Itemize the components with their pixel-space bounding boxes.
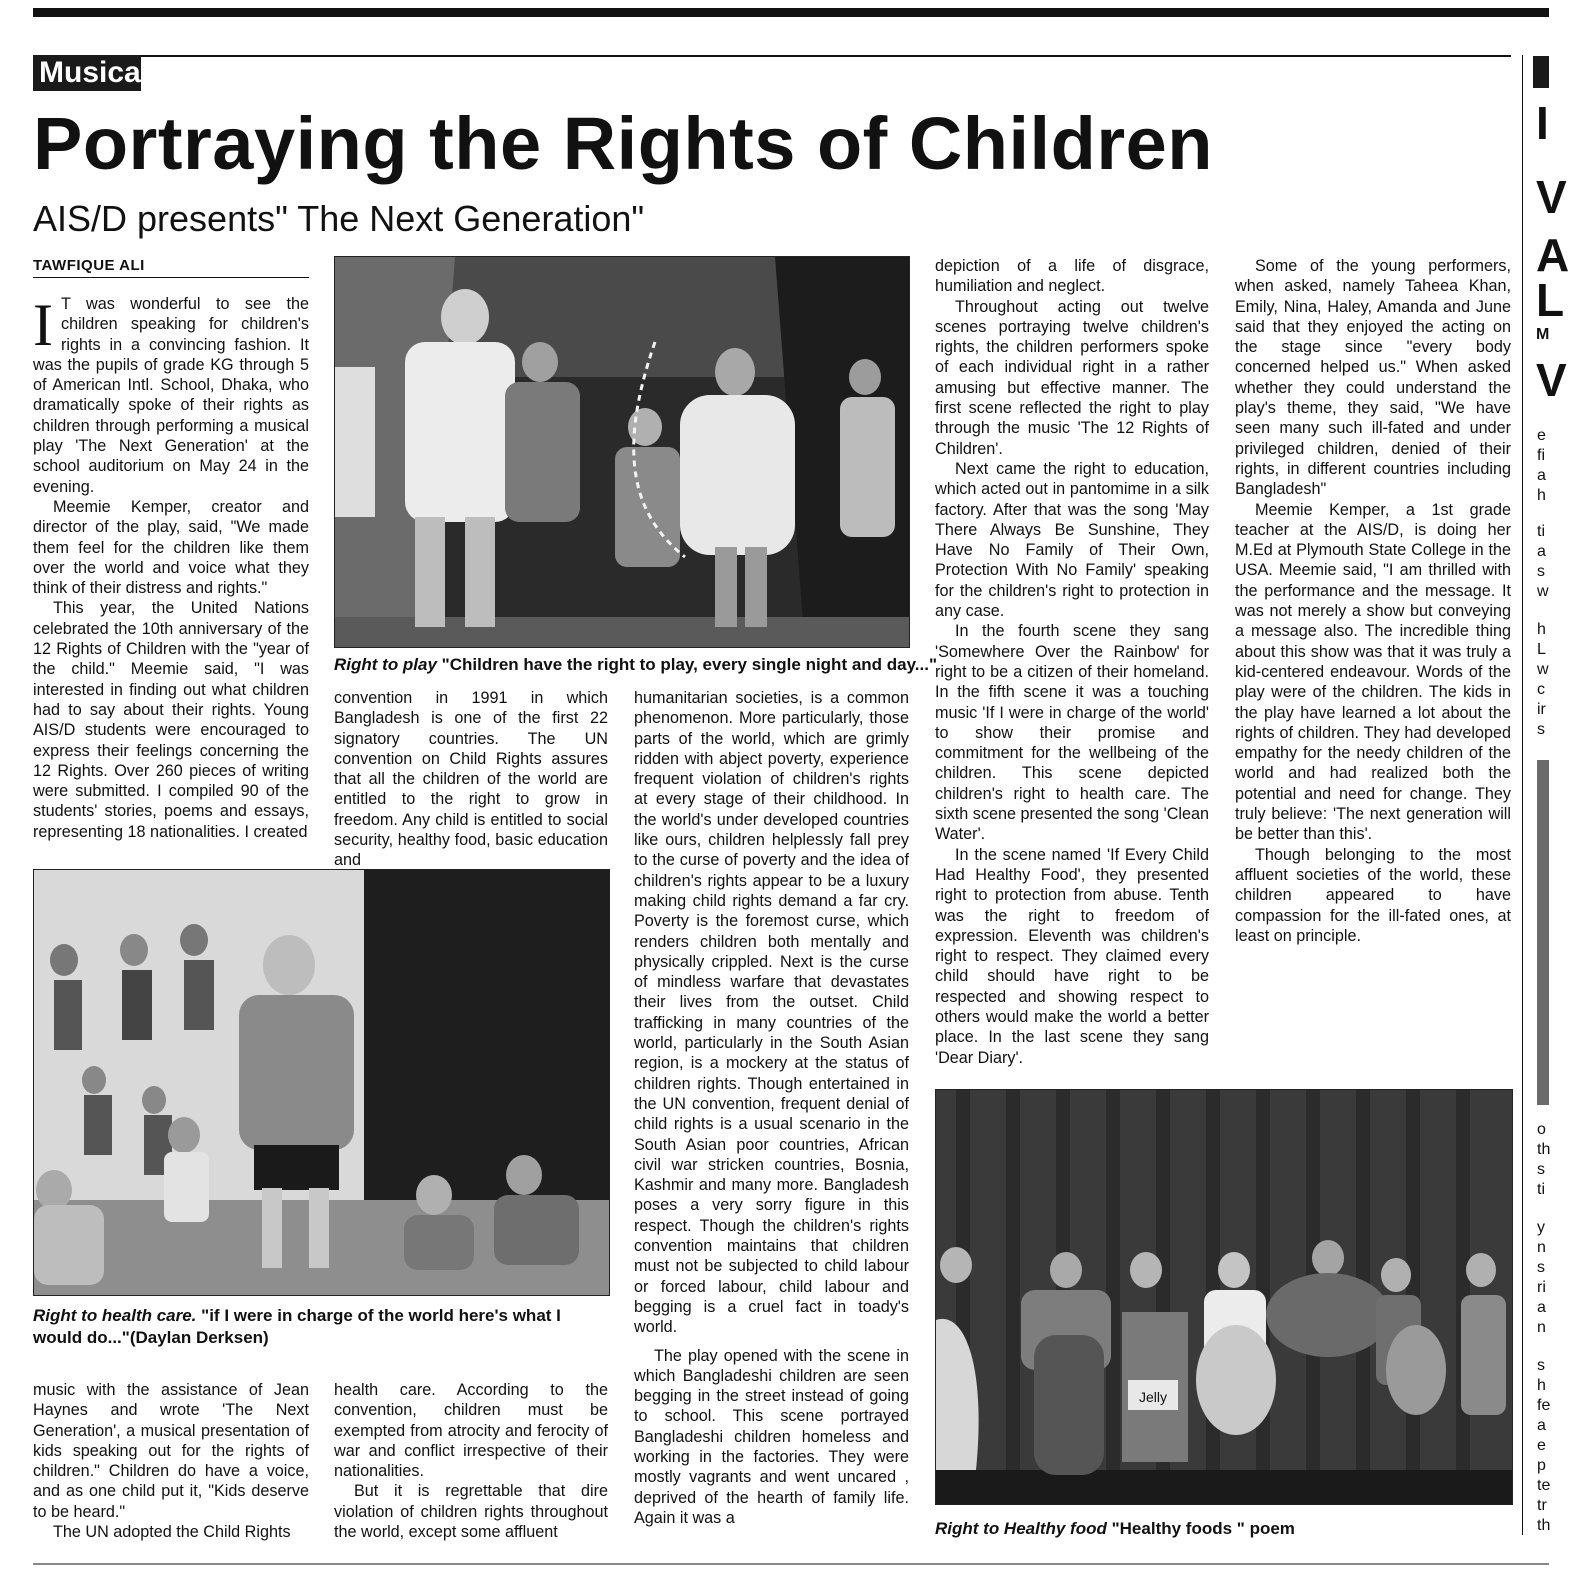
- paragraph: convention in 1991 in which Bangladesh is one of the first 22 signatory countries. The UN convention on Child Rights assures that all the children of the world are entitled to the right to grow in freedom. Any child is entitled to social security, healthy food, basic education and: [334, 689, 608, 870]
- adjacent-photo: [1537, 760, 1549, 1105]
- adjacent-text-fragment: th: [1537, 1517, 1551, 1534]
- adjacent-text-fragment: w: [1537, 661, 1549, 678]
- caption-italic: Right to play: [334, 655, 437, 674]
- paragraph: health care. According to the convention, children must be exempted from atrocity and ferocity of war and conflict irrespective of their nationalities.: [334, 1381, 608, 1481]
- bottom-rule: [33, 1563, 1549, 1565]
- drop-cap: I: [33, 292, 53, 358]
- adjacent-text-fragment: fe: [1537, 1397, 1551, 1414]
- adjacent-text-fragment: L: [1537, 641, 1546, 658]
- adjacent-byline-letter: M: [1536, 326, 1550, 343]
- byline: TAWFIQUE ALI: [33, 257, 309, 278]
- paragraph: T was wonderful to see the children speaking for children's rights in a convincing fashion. It was the pupils of grade KG through 5 of American Intl. School, Dhaka, who dramatically spoke of their rights as children through performing a musical play 'The Next Generation' at the school auditorium on May 24 in the evening.: [33, 295, 309, 496]
- paragraph: depiction of a life of disgrace, humiliation and neglect.: [935, 257, 1209, 296]
- caption-italic: Right to health care.: [33, 1306, 197, 1325]
- adjacent-text-fragment: fi: [1537, 447, 1545, 464]
- adjacent-text-fragment: te: [1537, 1477, 1551, 1494]
- adjacent-text-fragment: s: [1537, 1161, 1545, 1178]
- page-title: Portraying the Rights of Children: [33, 102, 1213, 185]
- article-column-3: [634, 688, 909, 1548]
- article-column-4: [935, 256, 1209, 1076]
- adjacent-text-fragment: s: [1537, 563, 1545, 580]
- adjacent-text-fragment: y: [1537, 1219, 1545, 1236]
- adjacent-text-fragment: c: [1537, 681, 1545, 698]
- paragraph: Though belonging to the most affluent societies of the world, these children appeared to have compassion for the ill-fated ones, at least on principle.: [1235, 845, 1511, 945]
- adjacent-text-fragment: a: [1537, 1417, 1546, 1434]
- caption-text: "Children have the right to play, every single night and day...": [436, 655, 938, 674]
- adjacent-text-fragment: s: [1537, 1357, 1545, 1374]
- photo-right-to-play: [334, 256, 910, 648]
- paragraph: Some of the young performers, when asked, namely Taheea Khan, Emily, Nina, Haley, Amanda and June said that they enjoyed the acting on the stage since "every body concerned helped us." When asked whether they could understand the play's theme, they said, "We have seen many such ill-fated and under privileged children, denied of their rights, in different countries including Bangladesh": [1235, 257, 1511, 499]
- article-column-2-mid: [334, 688, 608, 870]
- paragraph: This year, the United Nations celebrated the 10th anniversary of the 12 Rights of Children with the "year of the child." Meemie said, "I was interested in finding out what children had to say about their rights. Young AIS/D students were encouraged to express their feelings concerning the 12 Rights. Over 260 pieces of writing were submitted. I compiled 90 of the students' stories, poems and essays, representing 18 nationalities. I created: [33, 599, 309, 841]
- right-column-divider: [1522, 55, 1523, 1535]
- adjacent-text-fragment: s: [1537, 721, 1545, 738]
- adjacent-headline-letter: I: [1536, 97, 1549, 149]
- paragraph: The play opened with the scene in which Bangladeshi children are seen begging in the street instead of going to school. This scene portrayed Bangladeshi children homeless and working in the factories. They were mostly vagrants and went uncared , deprived of the hearth of family life. Again it was a: [634, 1346, 909, 1527]
- adjacent-text-fragment: n: [1537, 1239, 1546, 1256]
- adjacent-text-fragment: a: [1537, 1299, 1546, 1316]
- adjacent-text-fragment: ir: [1537, 701, 1546, 718]
- top-heavy-rule: [33, 8, 1549, 17]
- caption-right-to-health-care: [33, 1305, 611, 1349]
- paragraph: humanitarian societies, is a common phenomenon. More particularly, those parts of the world, which are grimly ridden with abject poverty, experience frequent violation of children's rights at every stage of their childhood. In the world's under developed countries like ours, children helplessly fall prey to the curse of poverty and the idea of children's rights appear to be a luxury making child rights demand a far cry. Poverty is the foremost curse, which renders children both mentally and physically crippled. Next is the curse of mindless warfare that devastates their lives from the outset. Child trafficking in many countries of the world, particularly in the South Asian region, is a mockery at the status of children rights. Though entertained in the UN convention, frequent denial of child rights is a usual scenario in the South Asian poor countries, African civil war stricken countries, Bosnia, Kashmir and many more. Bangladesh poses a very sorry figure in this respect. Though the children's rights convention maintains that children must not be subjected to child labour or forced labour, child labour and begging is a cruel fact in toady's world.: [634, 689, 909, 1337]
- paragraph: Meemie Kemper, a 1st grade teacher at the AIS/D, is doing her M.Ed at Plymouth State College in the USA. Meemie said, "I am thrilled with the performance and the message. It was not merely a show but conveying a message also. The incredible thing about this show was that it was truly a kid-centered endeavour. Words of the play were of the children. The kids in the play have learned a lot about the rights of children. They had developed empathy for the needy children of the world and had realized both the potential and need for change. They truly believe: 'The next generation will be better than this'.: [1235, 500, 1511, 844]
- adjacent-text-fragment: o: [1537, 1121, 1546, 1138]
- caption-italic: Right to Healthy food: [935, 1519, 1107, 1538]
- adjacent-headline-letter: V: [1536, 171, 1567, 223]
- section-tag: Musica: [33, 55, 141, 91]
- adjacent-article-tag: [1533, 56, 1549, 88]
- paragraph: But it is regrettable that dire violation of children rights throughout the world, except some affluent: [334, 1482, 608, 1542]
- paragraph: music with the assistance of Jean Haynes and wrote 'The Next Generation', a musical presentation of kids speaking out for the rights of children." Children do have a voice, and as one child put it, "Kids deserve to be heard.": [33, 1381, 309, 1521]
- article-column-1-bottom: [33, 1380, 309, 1550]
- adjacent-text-fragment: s: [1537, 1259, 1545, 1276]
- paragraph: The UN adopted the Child Rights: [53, 1523, 291, 1542]
- paragraph: In the fourth scene they sang 'Somewhere Over the Rainbow' for right to be a citizen of their homeland. In the fifth scene it was a touching music 'If I were in charge of the world' to show their promise and commitment for the wellbeing of the children. This scene depicted children's right to health care. The sixth scene presented the song 'Clean Water'.: [935, 622, 1209, 844]
- adjacent-text-fragment: a: [1537, 467, 1546, 484]
- photo-right-to-health-care: [33, 869, 610, 1296]
- adjacent-text-fragment: h: [1537, 621, 1546, 638]
- adjacent-text-fragment: e: [1537, 1437, 1546, 1454]
- adjacent-text-fragment: n: [1537, 1319, 1546, 1336]
- paragraph: Next came the right to education, which acted out in pantomime in a silk factory. After that was the song 'May There Always Be Sunshine, They Have No Family of Their Own, Protection With No Family' speaking for the children's right to protection in any case.: [935, 459, 1209, 621]
- photo-right-to-healthy-food: [935, 1089, 1513, 1505]
- article-column-2-bottom: [334, 1380, 608, 1550]
- paragraph: Meemie Kemper, creator and director of the play, said, "We made them feel for the children like them over the world and voice what they think of their distress and rights.": [33, 497, 309, 598]
- adjacent-headline-letter: A: [1536, 229, 1569, 281]
- paragraph: In the scene named 'If Every Child Had Healthy Food', they presented right to protection from abuse. Tenth was the right to freedom of expression. Eleventh was children's right to respect. They claimed every child should have right to be respected and showing respect to others would make the world a better place. In the last scene they sang 'Dear Diary'.: [935, 845, 1209, 1067]
- adjacent-headline-letter: V: [1536, 354, 1567, 406]
- adjacent-text-fragment: h: [1537, 487, 1546, 504]
- subheadline: AIS/D presents" The Next Generation": [33, 198, 645, 239]
- adjacent-text-fragment: tr: [1537, 1497, 1547, 1514]
- article-column-1-top: [33, 294, 309, 860]
- jelly-label: Jelly: [1139, 1389, 1168, 1405]
- paragraph: Throughout acting out twelve scenes portraying twelve children's rights, the children performers spoke of each individual right in a rather amusing but effective manner. The first scene reflected the right to play through the music 'The 12 Rights of Children'.: [935, 297, 1209, 458]
- adjacent-text-fragment: h: [1537, 1377, 1546, 1394]
- adjacent-text-fragment: p: [1537, 1457, 1546, 1474]
- adjacent-text-fragment: ri: [1537, 1279, 1546, 1296]
- adjacent-headline-letter: L: [1536, 274, 1565, 326]
- article-column-5: [1235, 256, 1511, 996]
- header-rule: [33, 55, 1511, 57]
- adjacent-text-fragment: ti: [1537, 1181, 1545, 1198]
- caption-text: "if I were in charge of the world here's what I would do..."(Daylan Derksen): [33, 1306, 561, 1347]
- adjacent-text-fragment: a: [1537, 543, 1546, 560]
- adjacent-text-fragment: e: [1537, 427, 1546, 444]
- caption-text: "Healthy foods " poem: [1106, 1519, 1295, 1538]
- adjacent-text-fragment: w: [1537, 583, 1549, 600]
- adjacent-text-fragment: ti: [1537, 523, 1545, 540]
- caption-right-to-healthy-food: [935, 1518, 1511, 1540]
- adjacent-text-fragment: th: [1537, 1141, 1551, 1158]
- caption-right-to-play: [334, 654, 938, 676]
